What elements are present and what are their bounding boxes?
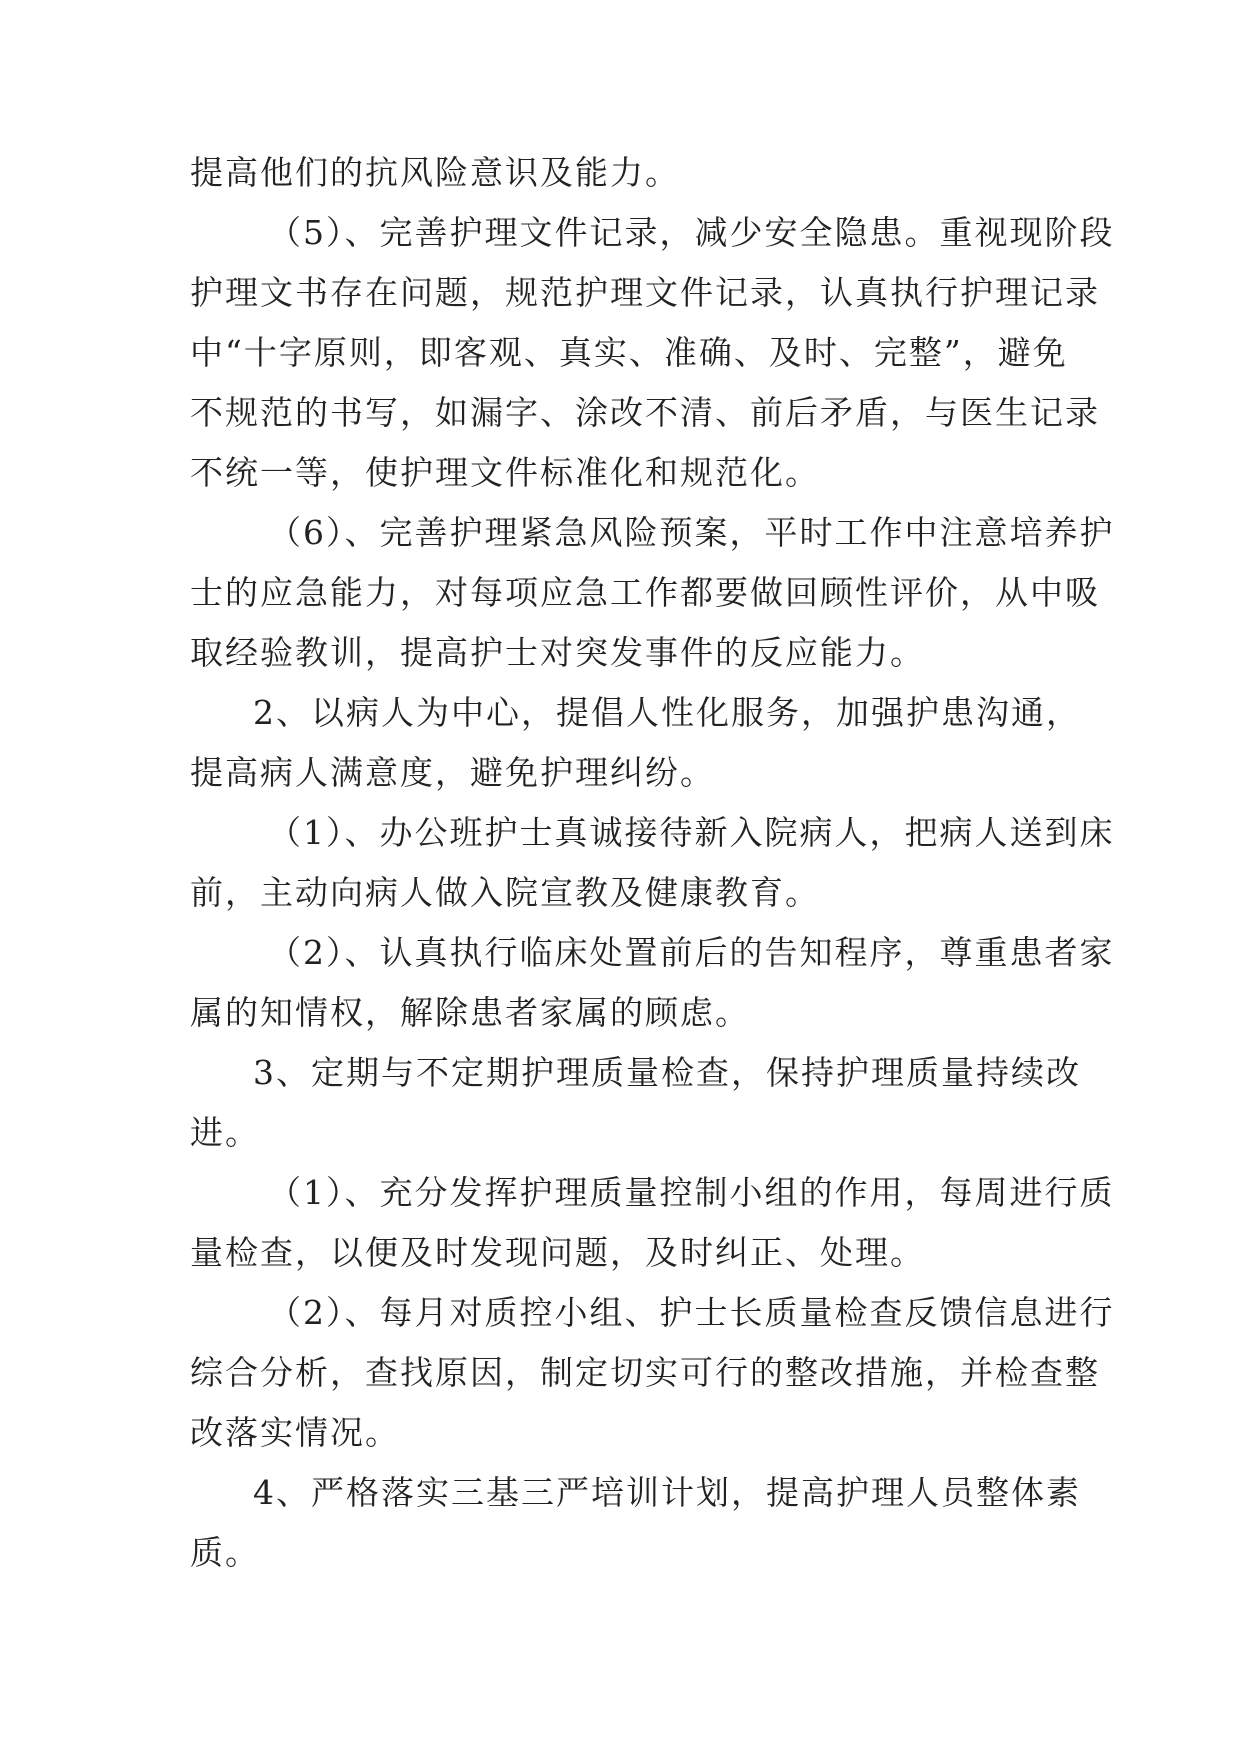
text-line: 进。 [190, 1113, 260, 1152]
text-line: 改落实情况。 [190, 1413, 400, 1452]
text-line: （6）、完善护理紧急风险预案，平时工作中注意培养护 [268, 513, 1115, 552]
text-line: （1）、办公班护士真诚接待新入院病人，把病人送到床 [268, 813, 1115, 852]
text-line: 量检查，以便及时发现问题，及时纠正、处理。 [190, 1233, 925, 1272]
text-line: 质。 [190, 1533, 260, 1572]
text-line: （1）、充分发挥护理质量控制小组的作用，每周进行质 [268, 1173, 1115, 1212]
text-line: 2、以病人为中心，提倡人性化服务，加强护患沟通， [253, 693, 1081, 732]
text-line: 提高病人满意度，避免护理纠纷。 [190, 753, 715, 792]
text-line: （5）、完善护理文件记录，减少安全隐患。重视现阶段 [268, 213, 1115, 252]
text-line: 不统一等，使护理文件标准化和规范化。 [190, 453, 820, 492]
text-line: 士的应急能力，对每项应急工作都要做回顾性评价，从中吸 [190, 573, 1100, 612]
text-line: （2）、每月对质控小组、护士长质量检查反馈信息进行 [268, 1293, 1115, 1332]
text-line: （2）、认真执行临床处置前后的告知程序，尊重患者家 [268, 933, 1115, 972]
text-line: 4、严格落实三基三严培训计划，提高护理人员整体素 [253, 1473, 1081, 1512]
text-line: 3、定期与不定期护理质量检查，保持护理质量持续改 [253, 1053, 1081, 1092]
text-line: 属的知情权，解除患者家属的顾虑。 [190, 993, 750, 1032]
text-line: 综合分析，查找原因，制定切实可行的整改措施，并检查整 [190, 1353, 1100, 1392]
text-line: 不规范的书写，如漏字、涂改不清、前后矛盾，与医生记录 [190, 393, 1100, 432]
text-line: 提高他们的抗风险意识及能力。 [190, 153, 680, 192]
text-line: 前，主动向病人做入院宣教及健康教育。 [190, 873, 820, 912]
text-line: 护理文书存在问题，规范护理文件记录，认真执行护理记录 [190, 273, 1100, 312]
text-line: 取经验教训，提高护士对突发事件的反应能力。 [190, 633, 925, 672]
text-line: 中“十字原则，即客观、真实、准确、及时、完整”，避免 [190, 333, 1068, 372]
